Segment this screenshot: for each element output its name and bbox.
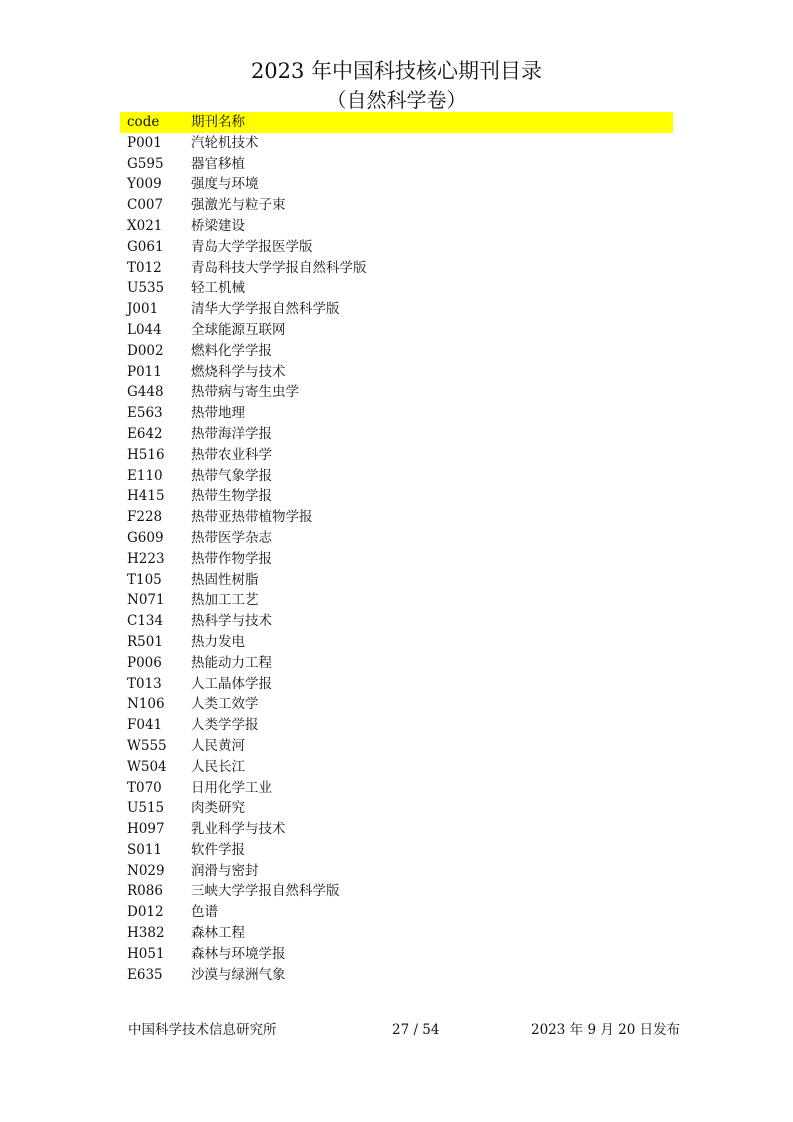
table-row <box>120 133 673 154</box>
journal-name: 热带亚热带植物学报 <box>191 509 313 526</box>
journal-name: 润滑与密封 <box>191 862 259 879</box>
footer-publisher: 中国科学技术信息研究所 <box>128 1022 277 1038</box>
journal-name: 人类学学报 <box>191 717 259 734</box>
journal-name: 热能动力工程 <box>191 654 272 671</box>
journal-code: R501 <box>127 633 163 650</box>
journal-code: T070 <box>127 779 162 796</box>
table-row <box>120 403 673 424</box>
journal-name: 热固性树脂 <box>191 571 259 588</box>
journal-code: U535 <box>127 280 165 297</box>
journal-name: 热带气象学报 <box>191 467 272 484</box>
journal-code: E642 <box>127 425 163 442</box>
journal-code: N106 <box>127 696 165 713</box>
footer-page-indicator: 27 / 54 <box>392 1022 440 1038</box>
journal-code: D012 <box>127 904 164 921</box>
journal-code: H415 <box>127 488 165 505</box>
journal-name: 热带海洋学报 <box>191 425 272 442</box>
table-row <box>120 466 673 487</box>
journal-name: 青岛科技大学学报自然科学版 <box>191 259 367 276</box>
journal-name: 热力发电 <box>191 633 245 650</box>
table-row <box>120 611 673 632</box>
journal-code: R086 <box>127 883 163 900</box>
table-row <box>120 382 673 403</box>
journal-code: P011 <box>127 363 162 380</box>
journal-name: 热带医学杂志 <box>191 529 272 546</box>
journal-code: Y009 <box>127 176 162 193</box>
journal-name: 桥梁建设 <box>191 217 245 234</box>
footer-release-date: 2023 年 9 月 20 日发布 <box>531 1022 681 1038</box>
table-row <box>120 674 673 695</box>
table-row <box>120 840 673 861</box>
table-row <box>120 278 673 299</box>
table-row <box>120 258 673 279</box>
journal-code: F228 <box>127 509 163 526</box>
journal-code: T013 <box>127 675 162 692</box>
journal-name: 软件学报 <box>191 841 245 858</box>
journal-name: 热带农业科学 <box>191 446 272 463</box>
table-row <box>120 965 673 986</box>
journal-name: 燃料化学学报 <box>191 342 272 359</box>
table-row <box>120 528 673 549</box>
journal-name: 人工晶体学报 <box>191 675 272 692</box>
table-row <box>120 486 673 507</box>
column-header-name: 期刊名称 <box>191 114 245 130</box>
journal-code: P006 <box>127 654 162 671</box>
table-row <box>120 653 673 674</box>
journal-code: G448 <box>127 384 164 401</box>
table-row <box>120 424 673 445</box>
table-row <box>120 923 673 944</box>
journal-name: 人民长江 <box>191 758 245 775</box>
journal-name: 热带生物学报 <box>191 488 272 505</box>
table-row <box>120 216 673 237</box>
journal-code: W504 <box>127 758 167 775</box>
table-row <box>120 778 673 799</box>
journal-name: 三峡大学学报自然科学版 <box>191 883 340 900</box>
journal-code: T012 <box>127 259 162 276</box>
journal-name: 人民黄河 <box>191 737 245 754</box>
journal-code: H223 <box>127 550 165 567</box>
journal-code: H097 <box>127 821 165 838</box>
journal-code: W555 <box>127 737 167 754</box>
journal-name: 热科学与技术 <box>191 613 272 630</box>
table-row <box>120 694 673 715</box>
table-row <box>120 320 673 341</box>
journal-name: 清华大学学报自然科学版 <box>191 301 340 318</box>
table-row <box>120 590 673 611</box>
journal-name: 色谱 <box>191 904 218 921</box>
table-row <box>120 715 673 736</box>
journal-name: 人类工效学 <box>191 696 259 713</box>
journal-name: 青岛大学学报医学版 <box>191 238 313 255</box>
journal-code: S011 <box>127 841 163 858</box>
table-row <box>120 341 673 362</box>
table-row <box>120 861 673 882</box>
journal-name: 热带作物学报 <box>191 550 272 567</box>
journal-code: J001 <box>127 301 159 318</box>
table-row <box>120 570 673 591</box>
table-row <box>120 798 673 819</box>
table-row <box>120 507 673 528</box>
journal-code: E110 <box>127 467 163 484</box>
journal-code: F041 <box>127 717 163 734</box>
journal-code: C134 <box>127 613 164 630</box>
journal-name: 沙漠与绿洲气象 <box>191 966 286 983</box>
journal-code: L044 <box>127 321 162 338</box>
journal-name: 森林与环境学报 <box>191 945 286 962</box>
journal-name: 汽轮机技术 <box>191 134 259 151</box>
journal-name: 热带病与寄生虫学 <box>191 384 299 401</box>
table-row <box>120 819 673 840</box>
journal-table <box>120 112 673 985</box>
table-header-row <box>120 112 673 133</box>
journal-code: G609 <box>127 529 164 546</box>
journal-name: 热带地理 <box>191 405 245 422</box>
journal-code: H516 <box>127 446 165 463</box>
journal-name: 肉类研究 <box>191 800 245 817</box>
table-body <box>120 133 673 986</box>
journal-name: 日用化学工业 <box>191 779 272 796</box>
journal-code: P001 <box>127 134 162 151</box>
table-row <box>120 549 673 570</box>
journal-code: U515 <box>127 800 165 817</box>
table-row <box>120 362 673 383</box>
journal-name: 热加工工艺 <box>191 592 259 609</box>
journal-code: E563 <box>127 405 163 422</box>
table-row <box>120 736 673 757</box>
table-row <box>120 632 673 653</box>
journal-code: D002 <box>127 342 164 359</box>
journal-name: 全球能源互联网 <box>191 321 286 338</box>
journal-name: 森林工程 <box>191 925 245 942</box>
table-row <box>120 299 673 320</box>
table-row <box>120 154 673 175</box>
journal-code: G595 <box>127 155 164 172</box>
journal-name: 强激光与粒子束 <box>191 197 286 214</box>
journal-code: H051 <box>127 945 165 962</box>
table-row <box>120 902 673 923</box>
journal-code: G061 <box>127 238 164 255</box>
journal-name: 轻工机械 <box>191 280 245 297</box>
journal-code: X021 <box>127 217 163 234</box>
table-row <box>120 881 673 902</box>
table-row <box>120 944 673 965</box>
journal-code: C007 <box>127 197 164 214</box>
journal-code: N071 <box>127 592 165 609</box>
journal-name: 燃烧科学与技术 <box>191 363 286 380</box>
page-subtitle: （自然科学卷） <box>326 88 467 112</box>
page-title: 2023 年中国科技核心期刊目录 <box>250 59 543 83</box>
journal-code: T105 <box>127 571 162 588</box>
journal-name: 乳业科学与技术 <box>191 821 286 838</box>
journal-code: E635 <box>127 966 163 983</box>
column-header-code: code <box>127 114 160 130</box>
journal-name: 器官移植 <box>191 155 245 172</box>
journal-code: H382 <box>127 925 165 942</box>
table-row <box>120 195 673 216</box>
table-row <box>120 237 673 258</box>
journal-name: 强度与环境 <box>191 176 259 193</box>
table-row <box>120 445 673 466</box>
table-row <box>120 757 673 778</box>
table-row <box>120 174 673 195</box>
journal-code: N029 <box>127 862 165 879</box>
